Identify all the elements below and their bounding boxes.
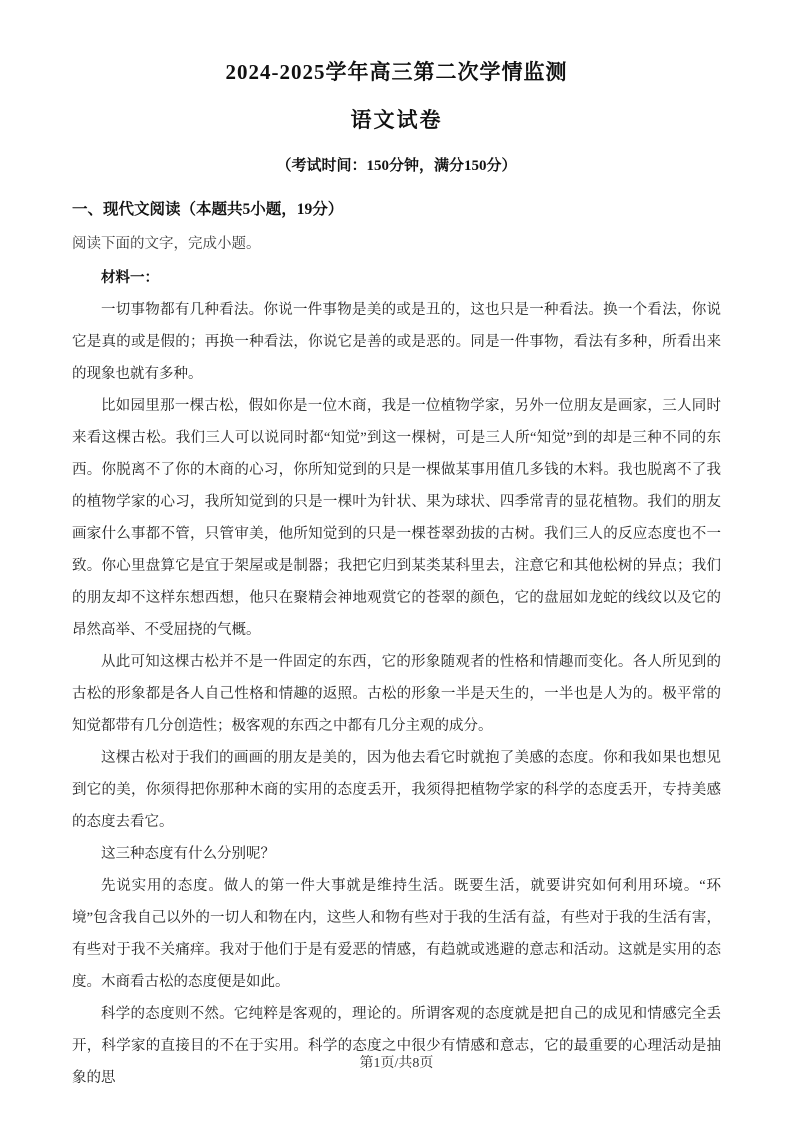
paragraph: 这三种态度有什么分别呢？ (101, 846, 275, 862)
page-title: 2024-2025学年高三第二次学情监测 (225, 60, 568, 84)
paragraph: 科学的态度则不然。它纯粹是客观的，理论的。所谓客观的态度就是把自己的成见和情感完全丢开，科学家的直接目的不在于实用。科学的态度之中很少有情感和意志，它的最重要的心理活动是抽象的思 (72, 1006, 721, 1086)
page-subtitle: 语文试卷 (350, 108, 443, 132)
paragraph: 比如园里那一棵古松，假如你是一位木商，我是一位植物学家，另外一位朋友是画家，三人同时来看这棵古松。我们三人可以说同时都“知觉”到这一棵树，可是三人所“知觉”到的却是三种不同的东西。你脱离不了你的木商的心习，你所知觉到的只是一棵做某事用值几多钱的木料。我也脱离不了我的植物学家的心习，我所知觉到的只是一棵叶为针状、果为球状、四季常青的显花植物。我们的朋友画家什么事都不管，只管审美，他所知觉到的只是一棵苍翠劲拔的古树。我们三人的反应态度也不一致。你心里盘算它是宜于架屋或是制器；我把它归到某类某科里去，注意它和其他松树的异点；我们的朋友却不这样东想西想，他只在聚精会神地观赏它的苍翠的颜色，它的盘屈如龙蛇的线纹以及它的昂然高举、不受屈挠的气概。 (72, 398, 721, 638)
reading-intro: 阅读下面的文字，完成小题。 (72, 236, 261, 252)
exam-info: （考试时间：150分钟，满分150分） (276, 158, 517, 174)
page-footer: 第1页/共8页 (359, 1056, 434, 1071)
section-heading: 一、现代文阅读（本题共5小题，19分） (72, 201, 344, 218)
material-label: 材料一： (101, 270, 159, 286)
paragraph: 先说实用的态度。做人的第一件大事就是维持生活。既要生活，就要讲究如何利用环境。“环境”包含我自己以外的一切人和物在内，这些人和物有些对于我的生活有益，有些对于我的生活有害，有些对于我不关痛痒。我对于他们于是有爱恶的情感，有趋就或逃避的意志和活动。这就是实用的态度。木商看古松的态度便是如此。 (72, 878, 721, 990)
paragraph: 一切事物都有几种看法。你说一件事物是美的或是丑的，这也只是一种看法。换一个看法，你说它是真的或是假的；再换一种看法，你说它是善的或是恶的。同是一件事物，看法有多种，所看出来的现象也就有多种。 (72, 302, 721, 382)
paragraph: 从此可知这棵古松并不是一件固定的东西，它的形象随观者的性格和情趣而变化。各人所见到的古松的形象都是各人自己性格和情趣的返照。古松的形象一半是天生的，一半也是人为的。极平常的知觉都带有几分创造性；极客观的东西之中都有几分主观的成分。 (72, 654, 721, 734)
paragraph: 这棵古松对于我们的画画的朋友是美的，因为他去看它时就抱了美感的态度。你和我如果也想见到它的美，你须得把你那种木商的实用的态度丢开，我须得把植物学家的科学的态度丢开，专持美感的态度去看它。 (72, 750, 721, 830)
